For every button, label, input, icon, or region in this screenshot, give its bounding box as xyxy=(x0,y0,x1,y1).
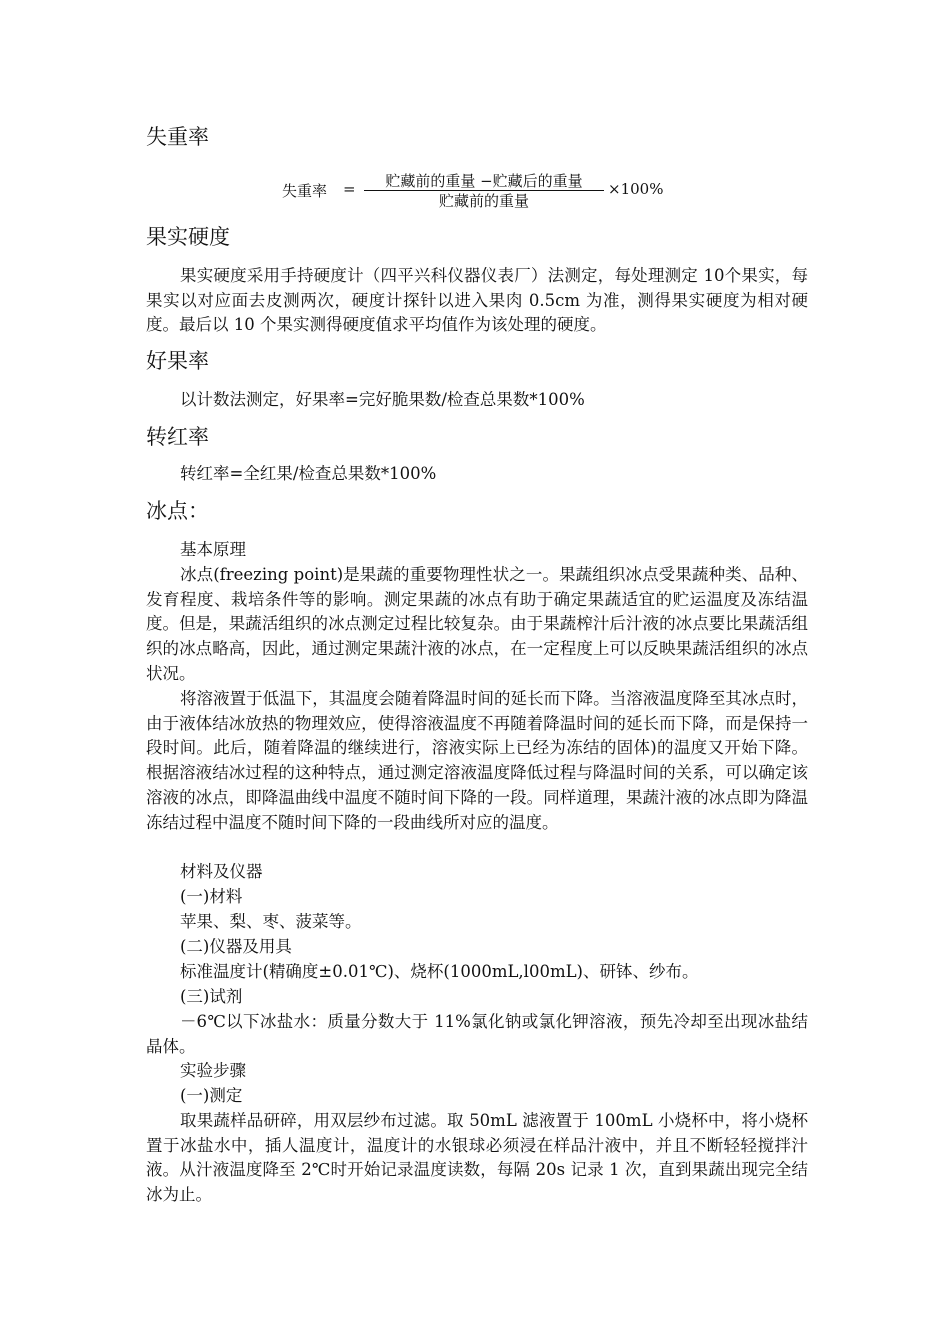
steps-title: 实验步骤 xyxy=(180,1061,246,1080)
materials-2-title: (二)仪器及用具 xyxy=(180,937,292,956)
materials-3-body: －6℃以下冰盐水：质量分数大于 11%氯化钠或氯化钾溶液，预先冷却至出现冰盐结晶体。 xyxy=(146,1012,808,1056)
formula-equals: = xyxy=(343,180,356,198)
materials-3-title: (三)试剂 xyxy=(180,987,243,1006)
formula-numerator: 贮藏前的重量 −贮藏后的重量 xyxy=(385,172,583,190)
materials-title: 材料及仪器 xyxy=(180,862,263,881)
heading-red-rate: 转红率 xyxy=(146,425,209,449)
good-fruit-text: 以计数法测定，好果率=完好脆果数/检查总果数*100% xyxy=(180,390,585,409)
materials-2-body: 标准温度计(精确度±0.01℃)、烧杯(1000mL,l00mL)、研钵、纱布。 xyxy=(180,962,699,981)
principle-paragraph-2: 将溶液置于低温下，其温度会随着降温时间的延长而下降。当溶液温度降至其冰点时，由于液体结冰放热的物理效应，使得溶液温度不再随着降温时间的延长而下降，而是保持一段时间。此后，随着降温的继续进行，溶液实际上已经为冻结的固体)的温度又开始下降。根据溶液结冰过程的这种特点，通过测定溶液温度降低过程与降温时间的关系，可以确定该溶液的冰点，即降温曲线中温度不随时间下降的一段。同样道理，果蔬汁液的冰点即为降温冻结过程中温度不随时间下降的一段曲线所对应的温度。 xyxy=(146,689,808,832)
formula-multiplier: ×100% xyxy=(608,180,664,198)
materials-1-title: (一)材料 xyxy=(180,887,243,906)
weight-loss-formula xyxy=(282,170,682,210)
steps-1-title: (一)测定 xyxy=(180,1086,243,1105)
red-rate-text: 转红率=全红果/检查总果数*100% xyxy=(180,464,437,483)
heading-weight-loss: 失重率 xyxy=(146,125,209,149)
firmness-paragraph: 果实硬度采用手持硬度计（四平兴科仪器仪表厂）法测定，每处理测定 10个果实，每果实以对应面去皮测两次，硬度计探针以进入果肉 0.5cm 为准，测得果实硬度为相对硬度。最后以 10 个果实测得硬度值求平均值作为该处理的硬度。 xyxy=(146,266,808,335)
materials-1-body: 苹果、梨、枣、菠菜等。 xyxy=(180,912,362,931)
principle-title: 基本原理 xyxy=(180,540,246,559)
heading-good-fruit: 好果率 xyxy=(146,349,209,373)
principle-paragraph-1: 冰点(freezing point)是果蔬的重要物理性状之一。果蔬组织冰点受果蔬种类、品种、发育程度、栽培条件等的影响。测定果蔬的冰点有助于确定果蔬适宜的贮运温度及冻结温度。但是，果蔬活组织的冰点测定过程比较复杂。由于果蔬榨汁后汁液的冰点要比果蔬活组织的冰点略高，因此，通过测定果蔬汁液的冰点，在一定程度上可以反映果蔬活组织的冰点状况。 xyxy=(146,565,808,683)
heading-firmness: 果实硬度 xyxy=(146,225,230,249)
heading-freezing-point: 冰点： xyxy=(146,499,209,523)
steps-1-body: 取果蔬样品研碎，用双层纱布过滤。取 50mL 滤液置于 100mL 小烧杯中，将小烧杯置于冰盐水中，插人温度计，温度计的水银球必须浸在样品汁液中，并且不断轻轻搅拌汁液。从汁液温度降至 2℃时开始记录温度读数，每隔 20s 记录 1 次，直到果蔬出现完全结冰为止。 xyxy=(146,1111,808,1205)
formula-lhs: 失重率 xyxy=(282,182,328,200)
formula-denominator: 贮藏前的重量 xyxy=(438,192,529,210)
